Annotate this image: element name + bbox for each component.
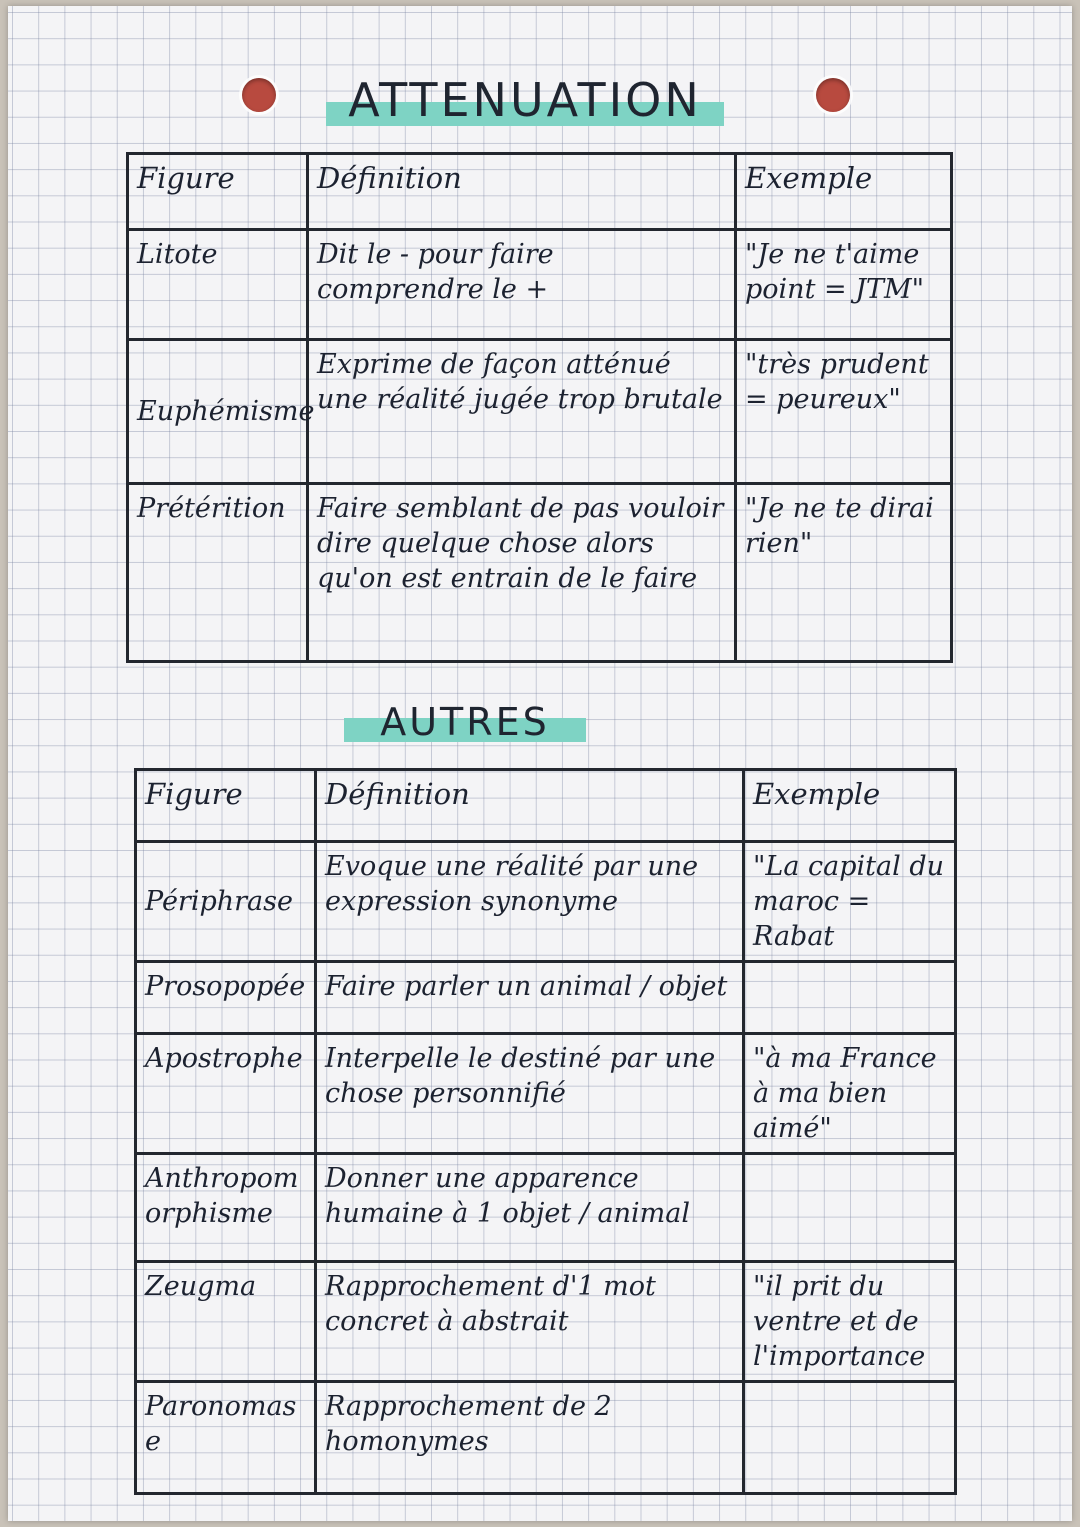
cell-example: "il prit du ventre et de l'importance xyxy=(744,1262,956,1382)
attenuation-table xyxy=(126,152,953,663)
table-row xyxy=(136,1034,956,1154)
section-title-attenuation: ATTENUATION xyxy=(326,68,724,132)
header-figure: Figure xyxy=(136,770,316,842)
notebook-page xyxy=(8,6,1072,1521)
header-example: Exemple xyxy=(744,770,956,842)
table-row xyxy=(136,1154,956,1262)
table-row xyxy=(128,340,952,484)
cell-definition: Faire semblant de pas vouloir dire quelque chose alors qu'on est entrain de le faire xyxy=(308,484,736,662)
cell-figure: Litote xyxy=(128,230,308,340)
table-header-row xyxy=(128,154,952,230)
header-figure: Figure xyxy=(128,154,308,230)
header-definition: Définition xyxy=(308,154,736,230)
cell-figure: Prosopopée xyxy=(136,962,316,1034)
binder-hole-right xyxy=(816,78,850,112)
cell-example: "à ma France à ma bien aimé" xyxy=(744,1034,956,1154)
table-row xyxy=(136,962,956,1034)
header-definition: Définition xyxy=(316,770,744,842)
table-row xyxy=(128,230,952,340)
table-row xyxy=(136,842,956,962)
cell-definition: Exprime de façon atténué une réalité jugée trop brutale xyxy=(308,340,736,484)
cell-figure: Anthropomorphisme xyxy=(136,1154,316,1262)
cell-figure: Périphrase xyxy=(136,842,316,962)
cell-example xyxy=(744,1382,956,1494)
table-row xyxy=(136,1262,956,1382)
cell-definition: Donner une apparence humaine à 1 objet / animal xyxy=(316,1154,744,1262)
cell-figure: Paronomase xyxy=(136,1382,316,1494)
cell-example: "La capital du maroc = Rabat xyxy=(744,842,956,962)
cell-figure: Prétérition xyxy=(128,484,308,662)
cell-definition: Rapprochement de 2 homonymes xyxy=(316,1382,744,1494)
cell-example: "très prudent = peureux" xyxy=(736,340,952,484)
cell-definition: Dit le - pour faire comprendre le + xyxy=(308,230,736,340)
table-row xyxy=(136,1382,956,1494)
cell-figure: Zeugma xyxy=(136,1262,316,1382)
cell-example xyxy=(744,1154,956,1262)
cell-definition: Faire parler un animal / objet xyxy=(316,962,744,1034)
cell-definition: Rapprochement d'1 mot concret à abstrait xyxy=(316,1262,744,1382)
table-header-row xyxy=(136,770,956,842)
cell-example: "Je ne te dirai rien" xyxy=(736,484,952,662)
table-row xyxy=(128,484,952,662)
cell-figure: Euphémisme xyxy=(128,340,308,484)
cell-definition: Interpelle le destiné par une chose personnifié xyxy=(316,1034,744,1154)
header-example: Exemple xyxy=(736,154,952,230)
autres-table xyxy=(134,768,957,1495)
cell-figure: Apostrophe xyxy=(136,1034,316,1154)
cell-example xyxy=(744,962,956,1034)
cell-definition: Evoque une réalité par une expression synonyme xyxy=(316,842,744,962)
binder-hole-left xyxy=(242,78,276,112)
section-title-autres: AUTRES xyxy=(344,696,586,748)
cell-example: "Je ne t'aime point = JTM" xyxy=(736,230,952,340)
